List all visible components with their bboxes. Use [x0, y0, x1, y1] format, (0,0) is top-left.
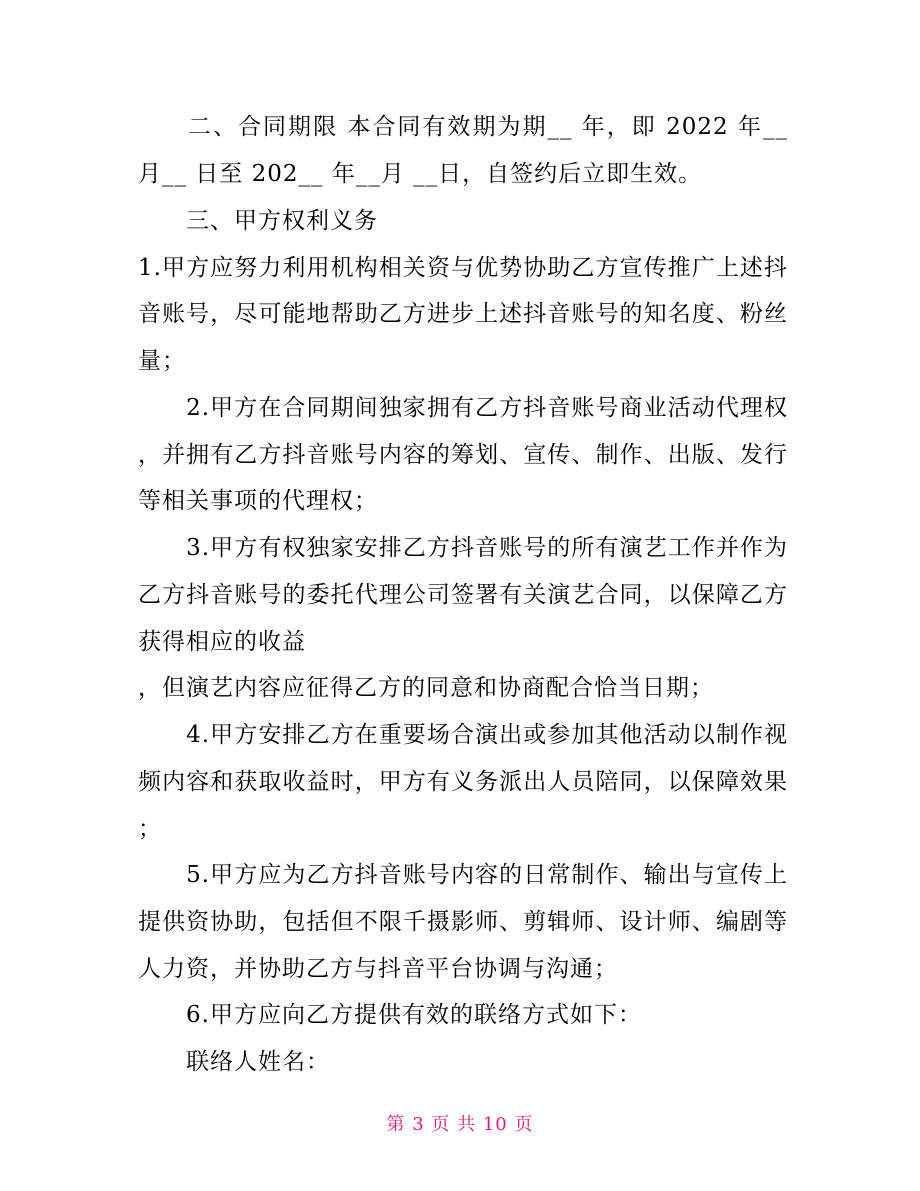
paragraph-line-contact-name: 联络人姓名： — [138, 1049, 330, 1075]
paragraph-line-item4-3: ； — [138, 816, 162, 842]
paragraph-line-item3-3: 获得相应的收益 — [138, 629, 306, 655]
paragraph-line-item1-1: 1.甲方应努力利用机构相关资与优势协助乙方宣传推广上述抖 — [138, 255, 788, 281]
page-number-footer: 第 3 页 共 10 页 — [386, 1114, 534, 1135]
paragraph-line-item5-1: 5.甲方应为乙方抖音账号内容的日常制作、输出与宣传上 — [138, 862, 788, 888]
paragraph-line-item3-1: 3.甲方有权独家安排乙方抖音账号的所有演艺工作并作为 — [138, 535, 788, 561]
paragraph-line-item1-3: 量； — [138, 348, 186, 374]
paragraph-line-item5-3: 人力资，并协助乙方与抖音平台协调与沟通； — [138, 956, 618, 982]
paragraph-line-item3-4: ，但演艺内容应征得乙方的同意和协商配合恰当日期； — [138, 675, 714, 701]
paragraph-line-item5-2: 提供资协助，包括但不限千摄影师、剪辑师、设计师、编剧等 — [138, 909, 788, 935]
paragraph-line-contract-term-2: 月__ 日至 202__ 年__月 __日，自签约后立即生效。 — [138, 161, 703, 187]
paragraph-line-item6-1: 6.甲方应向乙方提供有效的联络方式如下： — [138, 1002, 642, 1028]
paragraph-line-item1-2: 音账号，尽可能地帮助乙方进步上述抖音账号的知名度、粉丝 — [138, 301, 788, 327]
paragraph-line-item3-2: 乙方抖音账号的委托代理公司签署有关演艺合同，以保障乙方 — [138, 582, 788, 608]
paragraph-line-item2-3: 等相关事项的代理权； — [138, 488, 378, 514]
section-heading-party-a-rights: 三、甲方权利义务 — [138, 208, 378, 234]
paragraph-line-item4-1: 4.甲方安排乙方在重要场合演出或参加其他活动以制作视 — [138, 722, 788, 748]
paragraph-line-contract-term-1: 二、合同期限 本合同有效期为期__ 年，即 2022 年__ — [138, 114, 788, 140]
paragraph-line-item2-1: 2.甲方在合同期间独家拥有乙方抖音账号商业活动代理权 — [138, 395, 788, 421]
paragraph-line-item4-2: 频内容和获取收益时，甲方有义务派出人员陪同，以保障效果 — [138, 769, 788, 795]
paragraph-line-item2-2: ，并拥有乙方抖音账号内容的筹划、宣传、制作、出版、发行 — [138, 442, 788, 468]
